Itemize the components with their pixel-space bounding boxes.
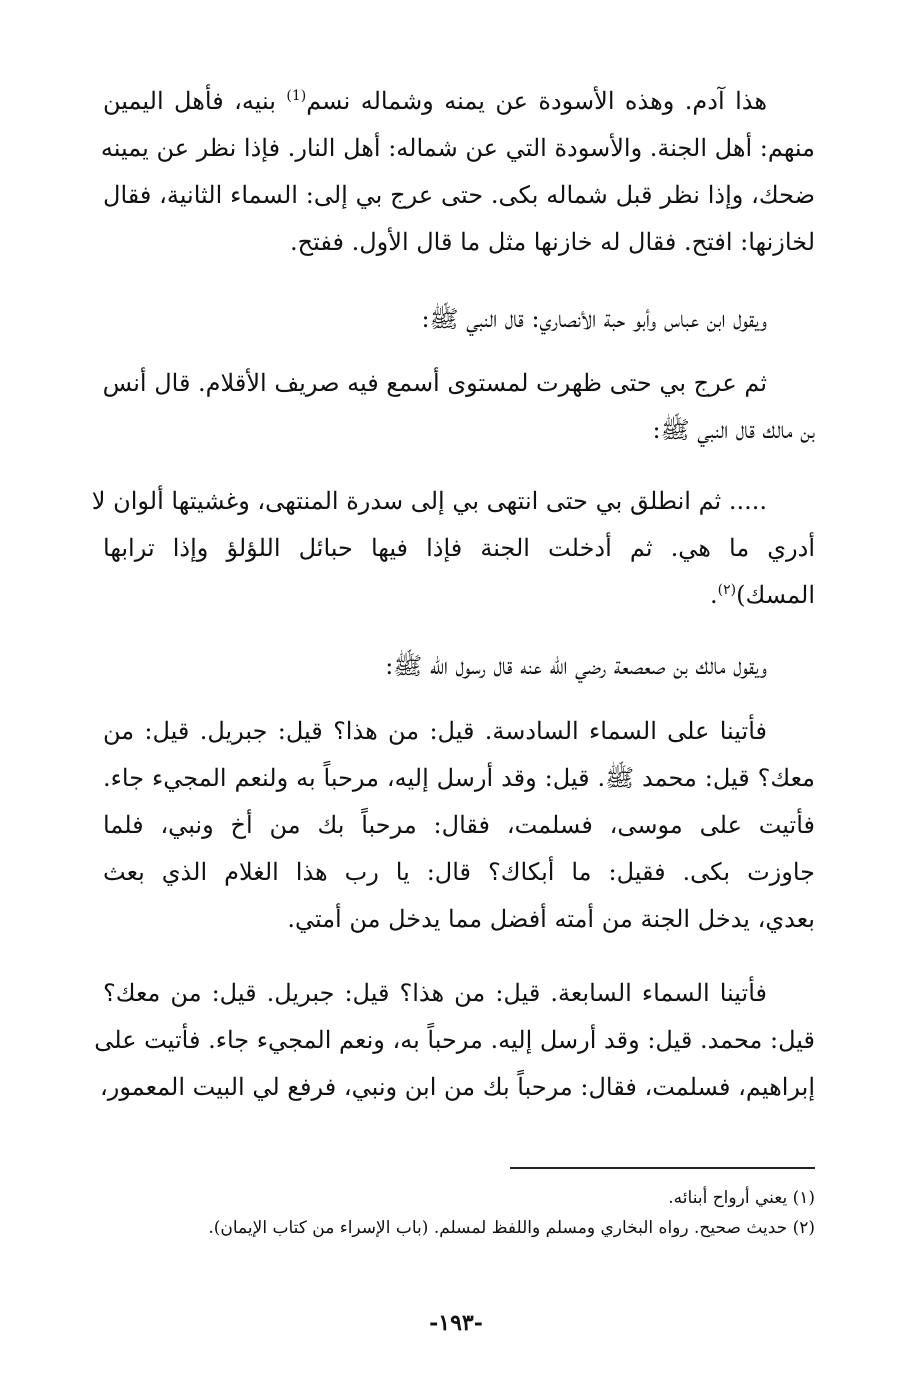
footnote-1: (١) يعني أرواح أبنائه. (668, 1188, 815, 1208)
paragraph-adam (100, 78, 815, 266)
footnotes (103, 1183, 815, 1243)
footnote-ref-1[interactable]: (1) (286, 88, 307, 104)
text-line: معك؟ قيل: محمد ﷺ. قيل: وقد أرسل إليه، مرحباً به ولنعم المجيء جاء. (103, 764, 815, 792)
text-line (103, 78, 815, 125)
footnote-ref-2[interactable]: (٢) (717, 582, 737, 598)
text-line: بعدي، يدخل الجنة من أمته أفضل مما يدخل من أمتي. (287, 905, 815, 933)
text-line: ويقول ابن عباس وأبو حبة الأنصاري: قال النبي ﷺ: (421, 305, 767, 333)
text-segment: . (710, 581, 718, 609)
text-line: لخازنها: افتح. فقال له خازنها مثل ما قال الأول. ففتح. (290, 228, 815, 256)
page-number: -١٩٣- (429, 1310, 483, 1336)
text-line: فأتيت على موسى، فسلمت، فقال: مرحباً بك من أخ ونبي، فلما (103, 811, 815, 839)
text-line: ويقول مالك بن صعصعة رضي الله عنه قال رسول الله ﷺ: (385, 652, 767, 680)
text-line: ..... ثم انطلق بي حتى انتهى بي إلى سدرة المنتهى، وغشيتها ألوان لا (91, 487, 767, 515)
paragraph-sidrat (91, 478, 815, 619)
text-line: فأتينا السماء السابعة. قيل: من هذا؟ قيل: جبريل. قيل: من معك؟ (103, 979, 767, 1007)
paragraph-ascent (103, 360, 815, 454)
footnote-2: (٢) حديث صحيح. رواه البخاري ومسلم واللفظ لمسلم. (باب الإسراء من كتاب الإيمان). (208, 1218, 815, 1238)
text-line (103, 572, 815, 619)
paragraph-malik (103, 643, 815, 690)
text-line: جاوزت بكى. فقيل: ما أبكاك؟ قال: يا رب هذا الغلام الذي بعث (103, 858, 815, 886)
paragraph-seventh-heaven (94, 970, 815, 1111)
text-line: أدري ما هي. ثم أدخلت الجنة فإذا فيها حبائل اللؤلؤ وإذا ترابها (103, 534, 815, 562)
footnote-divider (510, 1167, 815, 1169)
text-line: إبراهيم، فسلمت، فقال: مرحباً بك من ابن ونبي، فرفع لي البيت المعمور، (99, 1073, 815, 1101)
text-line: بن مالك قال النبي ﷺ: (652, 416, 815, 444)
paragraph-sixth-heaven (103, 708, 815, 943)
text-line: ثم عرج بي حتى ظهرت لمستوى أسمع فيه صريف الأقلام. قال أنس (102, 369, 767, 397)
text-segment: بنيه، فأهل اليمين (103, 87, 287, 115)
text-segment: هذا آدم. وهذه الأسودة عن يمنه وشماله نسم (306, 87, 768, 115)
text-line: ضحك، وإذا نظر قبل شماله بكى. حتى عرج بي إلى: السماء الثانية، فقال (103, 181, 815, 209)
text-line: فأتينا على السماء السادسة. قيل: من هذا؟ قيل: جبريل. قيل: من (103, 717, 767, 745)
text-line: قيل: محمد. قيل: وقد أرسل إليه. مرحباً به، ونعم المجيء جاء. فأتيت على (94, 1026, 815, 1054)
text-segment: المسك) (736, 581, 815, 609)
paragraph-ibn-abbas (103, 296, 815, 343)
text-line: منهم: أهل الجنة. والأسودة التي عن شماله: أهل النار. فإذا نظر عن يمينه (100, 134, 815, 162)
